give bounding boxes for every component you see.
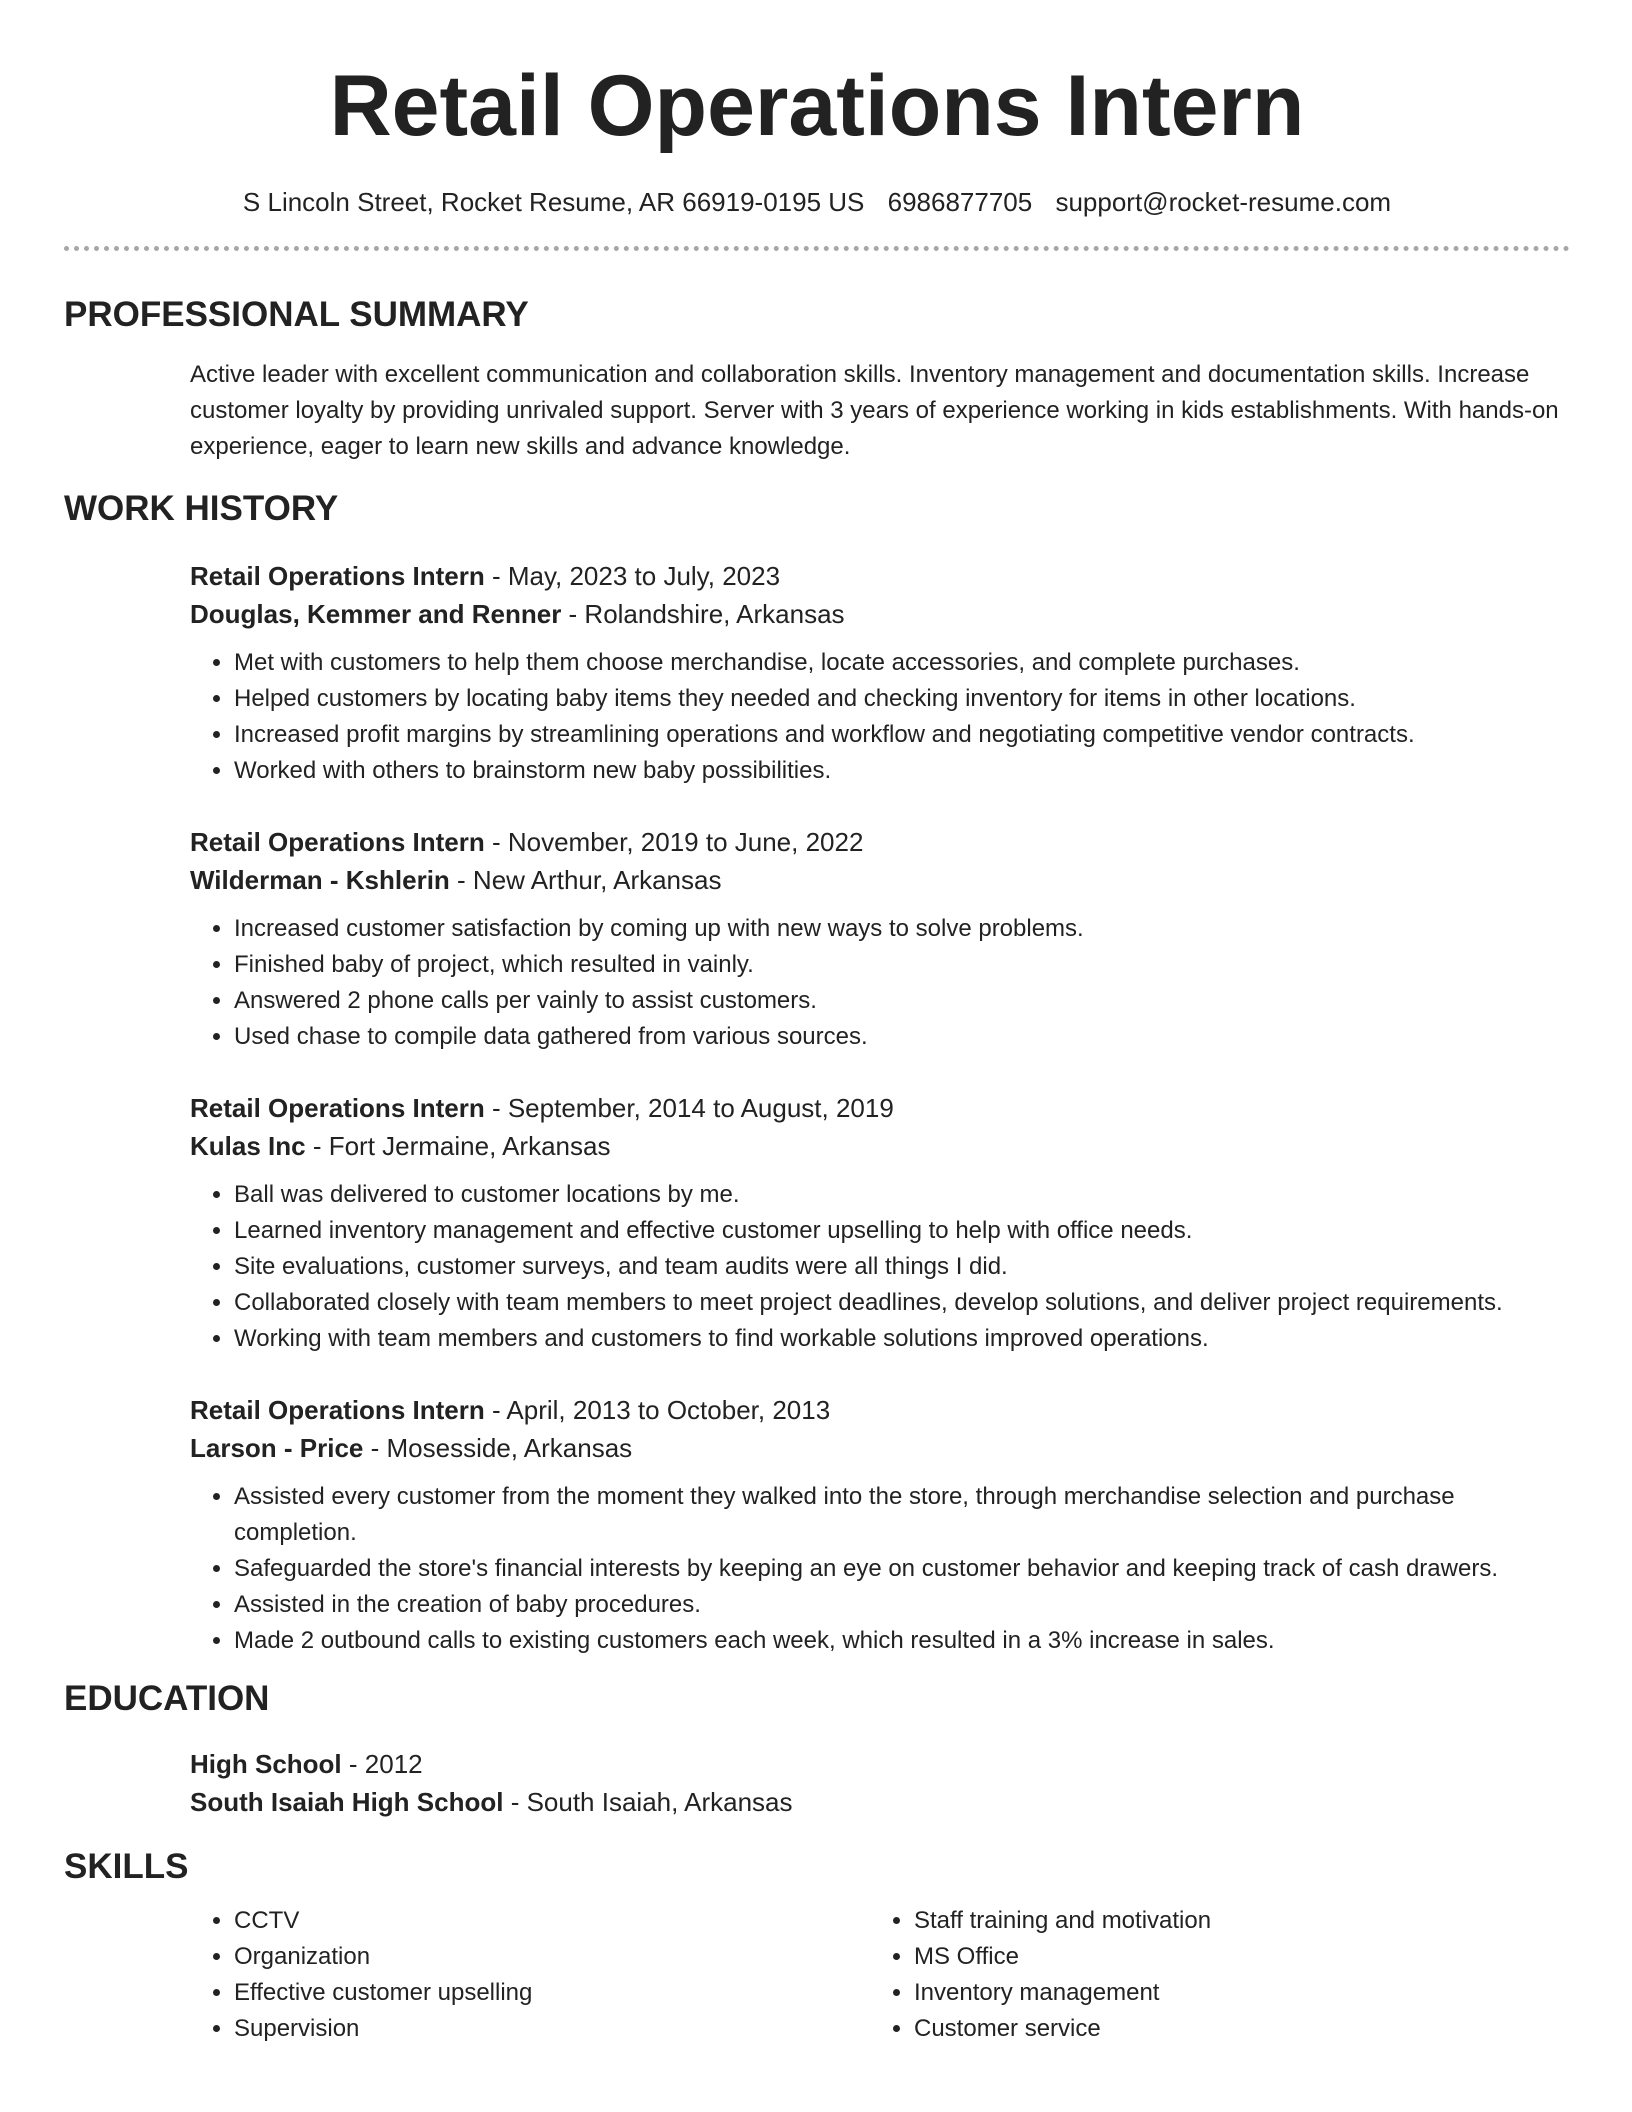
- job-entry: [190, 1391, 1570, 1659]
- job-role: Retail Operations Intern: [190, 561, 485, 591]
- education-entry: [64, 1745, 1570, 1821]
- job-title-line: [190, 1089, 1570, 1127]
- job-company: Douglas, Kemmer and Renner: [190, 599, 562, 629]
- contact-email: support@rocket-resume.com: [1055, 187, 1392, 217]
- job-company-line: [190, 1429, 1570, 1467]
- list-item: • Learned inventory management and effective customer upselling to help with office needs.: [234, 1213, 1570, 1249]
- skills-section: [64, 1845, 1570, 2047]
- education-heading: EDUCATION: [64, 1679, 270, 1718]
- skill-item: • Staff training and motivation: [914, 1903, 1570, 1939]
- skill-item: • Inventory management: [914, 1975, 1570, 2011]
- list-item: • Made 2 outbound calls to existing customers each week, which resulted in a 3% increase in sales.: [234, 1623, 1570, 1659]
- skill-item: • Supervision: [234, 2011, 870, 2047]
- education-degree-line: [190, 1745, 1570, 1783]
- work-history-section: [64, 487, 1570, 1659]
- job-role: Retail Operations Intern: [190, 1395, 485, 1425]
- list-item: • Assisted every customer from the moment they walked into the store, through merchandise selection and purchase completion.: [234, 1479, 1570, 1551]
- work-history-heading: WORK HISTORY: [64, 489, 339, 528]
- list-item: • Finished baby of project, which resulted in vainly.: [234, 947, 1570, 983]
- job-bullets: [190, 1177, 1570, 1357]
- job-bullets: [190, 645, 1570, 789]
- list-item: • Worked with others to brainstorm new baby possibilities.: [234, 753, 1570, 789]
- job-location: - Mosesside, Arkansas: [363, 1433, 633, 1463]
- skills-list-left: [190, 1903, 870, 2047]
- skill-item: • Customer service: [914, 2011, 1570, 2047]
- job-title-line: [190, 1391, 1570, 1429]
- contact-phone: 6986877705: [887, 187, 1033, 217]
- job-bullets: [190, 911, 1570, 1055]
- job-company-line: [190, 1127, 1570, 1165]
- skills-body: [64, 1903, 1570, 2047]
- contact-address: S Lincoln Street, Rocket Resume, AR 66919-0195 US: [242, 187, 865, 217]
- summary-heading: PROFESSIONAL SUMMARY: [64, 295, 529, 334]
- work-history-body: [64, 557, 1570, 1659]
- job-dates: - May, 2023 to July, 2023: [484, 561, 781, 591]
- list-item: • Ball was delivered to customer locations by me.: [234, 1177, 1570, 1213]
- job-entry: [190, 1089, 1570, 1357]
- skill-item: • Effective customer upselling: [234, 1975, 870, 2011]
- list-item: • Increased customer satisfaction by coming up with new ways to solve problems.: [234, 911, 1570, 947]
- header-divider: [64, 246, 1570, 251]
- education-location: - South Isaiah, Arkansas: [503, 1787, 793, 1817]
- job-entry: [190, 557, 1570, 789]
- summary-text: Active leader with excellent communication and collaboration skills. Inventory management and documentation skills. Increase customer loyalty by providing unrivaled support. Server with 3 years of experience working in kids establishments. With hands-on experience, eager to learn new skills and advance knowledge.: [190, 361, 1559, 460]
- job-location: - Rolandshire, Arkansas: [561, 599, 845, 629]
- list-item: • Collaborated closely with team members to meet project deadlines, develop solutions, and deliver project requirements.: [234, 1285, 1570, 1321]
- list-item: • Safeguarded the store's financial interests by keeping an eye on customer behavior and keeping track of cash drawers.: [234, 1551, 1570, 1587]
- skill-item: • CCTV: [234, 1903, 870, 1939]
- list-item: • Answered 2 phone calls per vainly to assist customers.: [234, 983, 1570, 1019]
- job-dates: - September, 2014 to August, 2019: [484, 1093, 894, 1123]
- list-item: • Increased profit margins by streamlining operations and workflow and negotiating competitive vendor contracts.: [234, 717, 1570, 753]
- education-year: - 2012: [341, 1749, 423, 1779]
- skills-heading: SKILLS: [64, 1847, 189, 1886]
- job-company-line: [190, 595, 1570, 633]
- education-degree: High School: [190, 1749, 342, 1779]
- education-school-line: [190, 1783, 1570, 1821]
- skills-list-right: [870, 1903, 1570, 2047]
- summary-section: [64, 293, 1570, 465]
- education-section: [64, 1677, 1570, 1821]
- list-item: • Used chase to compile data gathered from various sources.: [234, 1019, 1570, 1055]
- job-bullets: [190, 1479, 1570, 1659]
- list-item: • Met with customers to help them choose merchandise, locate accessories, and complete purchases.: [234, 645, 1570, 681]
- job-entry: [190, 823, 1570, 1055]
- job-company: Wilderman - Kshlerin: [190, 865, 450, 895]
- job-role: Retail Operations Intern: [190, 1093, 485, 1123]
- job-role: Retail Operations Intern: [190, 827, 485, 857]
- education-school: South Isaiah High School: [190, 1787, 504, 1817]
- skill-item: • Organization: [234, 1939, 870, 1975]
- job-location: - Fort Jermaine, Arkansas: [305, 1131, 611, 1161]
- candidate-name: Retail Operations Intern: [329, 58, 1305, 154]
- job-title-line: [190, 557, 1570, 595]
- job-dates: - April, 2013 to October, 2013: [484, 1395, 831, 1425]
- contact-line: [64, 184, 1570, 220]
- job-dates: - November, 2019 to June, 2022: [484, 827, 864, 857]
- summary-body: [64, 357, 1570, 465]
- list-item: • Site evaluations, customer surveys, and team audits were all things I did.: [234, 1249, 1570, 1285]
- skills-grid: [190, 1903, 1570, 2047]
- job-company: Kulas Inc: [190, 1131, 306, 1161]
- job-company-line: [190, 861, 1570, 899]
- list-item: • Assisted in the creation of baby procedures.: [234, 1587, 1570, 1623]
- job-location: - New Arthur, Arkansas: [449, 865, 722, 895]
- job-company: Larson - Price: [190, 1433, 364, 1463]
- list-item: • Helped customers by locating baby items they needed and checking inventory for items in other locations.: [234, 681, 1570, 717]
- skill-item: • MS Office: [914, 1939, 1570, 1975]
- job-title-line: [190, 823, 1570, 861]
- list-item: • Working with team members and customers to find workable solutions improved operations.: [234, 1321, 1570, 1357]
